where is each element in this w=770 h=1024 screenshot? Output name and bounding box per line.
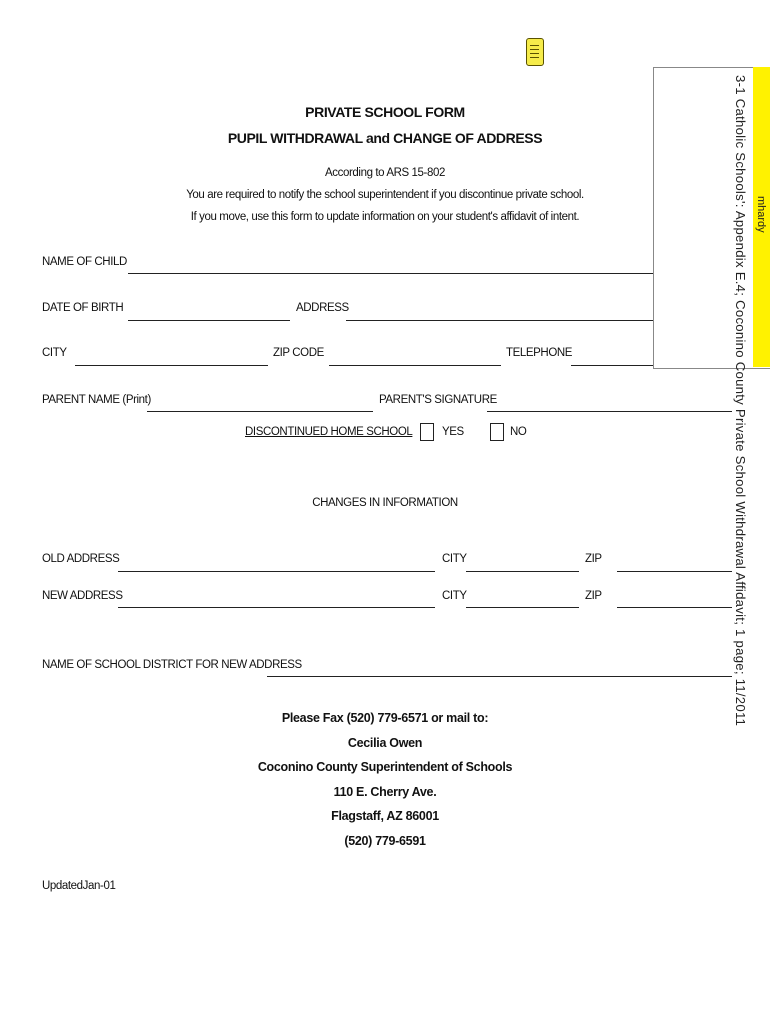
address-label: ADDRESS [296,302,349,314]
new-address-label: NEW ADDRESS [42,590,123,602]
old-address-field[interactable] [118,571,435,572]
parent-signature-field[interactable] [487,411,732,412]
old-city-label: CITY [442,553,467,565]
old-city-field[interactable] [466,571,579,572]
date-of-birth-field[interactable] [128,320,290,321]
intro-notify: You are required to notify the school superintendent if you discontinue private school. [186,189,584,201]
address-field[interactable] [346,320,653,321]
comment-note-icon[interactable] [526,38,544,66]
new-address-field[interactable] [118,607,435,608]
old-zip-label: ZIP [585,553,602,565]
contact-phone: (520) 779-6591 [344,834,426,848]
new-zip-label: ZIP [585,590,602,602]
new-city-field[interactable] [466,607,579,608]
city-field[interactable] [75,365,268,366]
discontinued-yes-label: YES [442,426,464,438]
old-address-label: OLD ADDRESS [42,553,120,565]
updated-date: UpdatedJan-01 [42,880,116,892]
discontinued-no-checkbox[interactable] [490,423,504,441]
changes-heading: CHANGES IN INFORMATION [312,497,458,509]
intro-move: If you move, use this form to update information on your student's affidavit of intent. [190,211,580,223]
vertical-document-caption: 3-1 Catholic Schools': Appendix E.4; Coconino County Private School Withdrawal Affidavit; 1 page; 11/2011 [733,75,748,727]
intro-statute: According to ARS 15-802 [325,167,445,179]
contact-office: Coconino County Superintendent of Schools [257,760,513,774]
parent-name-field[interactable] [147,411,373,412]
discontinued-no-label: NO [510,426,527,438]
form-subtitle: PUPIL WITHDRAWAL and CHANGE OF ADDRESS [227,130,543,146]
telephone-label: TELEPHONE [506,347,573,359]
form-title: PRIVATE SCHOOL FORM [305,104,465,120]
zip-code-field[interactable] [329,365,501,366]
comment-author: mhardy [755,196,767,233]
school-district-label: NAME OF SCHOOL DISTRICT FOR NEW ADDRESS [42,659,302,671]
contact-name: Cecilia Owen [347,736,423,750]
name-of-child-field[interactable] [128,273,653,274]
city-label: CITY [42,347,67,359]
date-of-birth-label: DATE OF BIRTH [42,302,124,314]
parent-signature-label: PARENT'S SIGNATURE [379,394,497,406]
contact-street: 110 E. Cherry Ave. [333,785,437,799]
discontinued-yes-checkbox[interactable] [420,423,434,441]
contact-fax-line: Please Fax (520) 779-6571 or mail to: [281,711,489,725]
school-district-field[interactable] [267,676,732,677]
old-zip-field[interactable] [617,571,732,572]
contact-city-state: Flagstaff, AZ 86001 [331,809,439,823]
discontinued-home-school-label: DISCONTINUED HOME SCHOOL [245,426,413,438]
zip-code-label: ZIP CODE [273,347,324,359]
parent-name-label: PARENT NAME (Print) [42,394,151,406]
telephone-field[interactable] [571,365,653,366]
new-city-label: CITY [442,590,467,602]
new-zip-field[interactable] [617,607,732,608]
name-of-child-label: NAME OF CHILD [42,256,127,268]
